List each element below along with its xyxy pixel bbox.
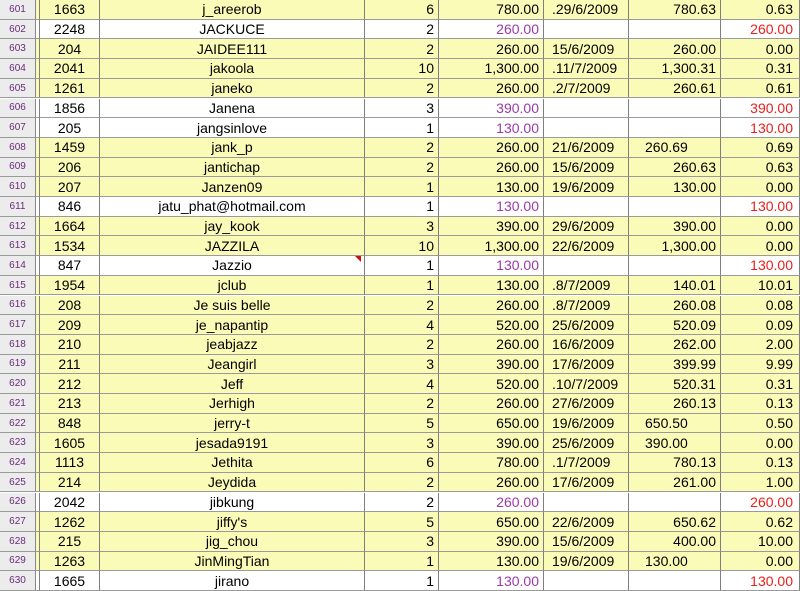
cell-amount[interactable]: 260.00 xyxy=(439,394,544,414)
cell-paid-amount[interactable]: 1,300.00 xyxy=(629,236,721,256)
row-header[interactable]: 614 xyxy=(0,256,36,276)
cell-balance[interactable]: 0.50 xyxy=(721,414,800,434)
row-header[interactable]: 622 xyxy=(0,414,36,434)
cell-id[interactable]: 212 xyxy=(40,374,100,394)
cell-quantity[interactable]: 1 xyxy=(365,276,439,296)
row-header[interactable]: 617 xyxy=(0,315,36,335)
table-row[interactable] xyxy=(0,99,800,119)
cell-balance[interactable]: 0.31 xyxy=(721,59,800,79)
cell-username[interactable]: JinMingTian xyxy=(100,552,365,572)
cell-quantity[interactable]: 4 xyxy=(365,315,439,335)
cell-username[interactable]: jatu_phat@hotmail.com xyxy=(100,197,365,217)
cell-payment-date[interactable]: .2/7/2009 xyxy=(544,79,629,99)
cell-balance[interactable]: 130.00 xyxy=(721,118,800,138)
cell-quantity[interactable]: 2 xyxy=(365,473,439,493)
cell-balance[interactable]: 260.00 xyxy=(721,20,800,40)
cell-balance[interactable]: 0.13 xyxy=(721,453,800,473)
cell-id[interactable]: 214 xyxy=(40,473,100,493)
cell-paid-amount[interactable]: 650.50 xyxy=(629,414,721,434)
cell-paid-amount[interactable]: 260.61 xyxy=(629,79,721,99)
cell-payment-date[interactable]: .8/7/2009 xyxy=(544,296,629,316)
cell-amount[interactable]: 130.00 xyxy=(439,256,544,276)
table-row[interactable] xyxy=(0,197,800,217)
cell-payment-date[interactable]: .29/6/2009 xyxy=(544,0,629,20)
table-row[interactable] xyxy=(0,473,800,493)
cell-paid-amount[interactable]: 260.08 xyxy=(629,296,721,316)
table-row[interactable] xyxy=(0,414,800,434)
cell-balance[interactable]: 0.00 xyxy=(721,236,800,256)
row-header[interactable]: 613 xyxy=(0,236,36,256)
cell-amount[interactable]: 260.00 xyxy=(439,493,544,513)
cell-id[interactable]: 1665 xyxy=(40,571,100,591)
cell-paid-amount[interactable]: 520.31 xyxy=(629,374,721,394)
cell-balance[interactable]: 0.63 xyxy=(721,0,800,20)
cell-username[interactable]: JAIDEE111 xyxy=(100,39,365,59)
cell-payment-date[interactable]: 21/6/2009 xyxy=(544,138,629,158)
cell-payment-date[interactable]: 25/6/2009 xyxy=(544,433,629,453)
cell-username[interactable]: jiffy's xyxy=(100,512,365,532)
cell-paid-amount[interactable]: 140.01 xyxy=(629,276,721,296)
cell-id[interactable]: 2248 xyxy=(40,20,100,40)
cell-payment-date[interactable]: 15/6/2009 xyxy=(544,532,629,552)
cell-balance[interactable]: 1.00 xyxy=(721,473,800,493)
cell-username[interactable]: jig_chou xyxy=(100,532,365,552)
cell-quantity[interactable]: 2 xyxy=(365,394,439,414)
cell-amount[interactable]: 1,300.00 xyxy=(439,59,544,79)
row-header[interactable]: 601 xyxy=(0,0,36,20)
cell-quantity[interactable]: 1 xyxy=(365,197,439,217)
cell-username[interactable]: JACKUCE xyxy=(100,20,365,40)
cell-id[interactable]: 1534 xyxy=(40,236,100,256)
cell-payment-date[interactable]: 17/6/2009 xyxy=(544,473,629,493)
cell-payment-date[interactable]: .8/7/2009 xyxy=(544,276,629,296)
table-row[interactable] xyxy=(0,374,800,394)
cell-paid-amount[interactable]: 260.69 xyxy=(629,138,721,158)
cell-payment-date[interactable] xyxy=(544,493,629,513)
cell-quantity[interactable]: 2 xyxy=(365,138,439,158)
cell-quantity[interactable]: 3 xyxy=(365,355,439,375)
table-row[interactable] xyxy=(0,79,800,99)
cell-id[interactable]: 2041 xyxy=(40,59,100,79)
cell-username[interactable]: jesada9191 xyxy=(100,433,365,453)
row-header[interactable]: 628 xyxy=(0,532,36,552)
cell-id[interactable]: 206 xyxy=(40,158,100,178)
cell-paid-amount[interactable]: 520.09 xyxy=(629,315,721,335)
cell-payment-date[interactable] xyxy=(544,197,629,217)
cell-payment-date[interactable] xyxy=(544,571,629,591)
cell-username[interactable]: Jeydida xyxy=(100,473,365,493)
row-header[interactable]: 629 xyxy=(0,552,36,572)
cell-username[interactable]: Janzen09 xyxy=(100,177,365,197)
cell-balance[interactable]: 0.09 xyxy=(721,315,800,335)
table-row[interactable] xyxy=(0,118,800,138)
cell-username[interactable]: jerry-t xyxy=(100,414,365,434)
table-row[interactable] xyxy=(0,453,800,473)
row-header[interactable]: 609 xyxy=(0,158,36,178)
cell-username[interactable]: JAZZILA xyxy=(100,236,365,256)
cell-amount[interactable]: 260.00 xyxy=(439,296,544,316)
cell-payment-date[interactable]: 19/6/2009 xyxy=(544,177,629,197)
cell-id[interactable]: 210 xyxy=(40,335,100,355)
cell-username[interactable]: Jeff xyxy=(100,374,365,394)
cell-paid-amount[interactable] xyxy=(629,493,721,513)
cell-amount[interactable]: 780.00 xyxy=(439,453,544,473)
cell-quantity[interactable]: 10 xyxy=(365,236,439,256)
table-row[interactable] xyxy=(0,217,800,237)
cell-amount[interactable]: 650.00 xyxy=(439,414,544,434)
cell-balance[interactable]: 0.00 xyxy=(721,217,800,237)
row-header[interactable]: 612 xyxy=(0,217,36,237)
row-header[interactable]: 620 xyxy=(0,374,36,394)
cell-paid-amount[interactable]: 260.00 xyxy=(629,39,721,59)
table-row[interactable] xyxy=(0,256,800,276)
row-header[interactable]: 606 xyxy=(0,99,36,119)
cell-payment-date[interactable]: 19/6/2009 xyxy=(544,414,629,434)
row-header[interactable]: 627 xyxy=(0,512,36,532)
cell-paid-amount[interactable]: 390.00 xyxy=(629,217,721,237)
cell-balance[interactable]: 0.00 xyxy=(721,39,800,59)
cell-payment-date[interactable]: 22/6/2009 xyxy=(544,236,629,256)
cell-balance[interactable]: 0.62 xyxy=(721,512,800,532)
cell-id[interactable]: 1262 xyxy=(40,512,100,532)
row-header[interactable]: 602 xyxy=(0,20,36,40)
cell-balance[interactable]: 260.00 xyxy=(721,493,800,513)
cell-username[interactable]: Janena xyxy=(100,99,365,119)
cell-id[interactable]: 204 xyxy=(40,39,100,59)
cell-id[interactable]: 215 xyxy=(40,532,100,552)
row-header[interactable]: 610 xyxy=(0,177,36,197)
cell-amount[interactable]: 130.00 xyxy=(439,571,544,591)
cell-payment-date[interactable]: 15/6/2009 xyxy=(544,39,629,59)
cell-id[interactable]: 1263 xyxy=(40,552,100,572)
cell-username[interactable]: jakoola xyxy=(100,59,365,79)
cell-quantity[interactable]: 1 xyxy=(365,118,439,138)
row-header[interactable]: 621 xyxy=(0,394,36,414)
table-row[interactable] xyxy=(0,335,800,355)
cell-quantity[interactable]: 1 xyxy=(365,256,439,276)
cell-quantity[interactable]: 2 xyxy=(365,79,439,99)
table-row[interactable] xyxy=(0,355,800,375)
table-row[interactable] xyxy=(0,315,800,335)
row-header[interactable]: 604 xyxy=(0,59,36,79)
cell-amount[interactable]: 390.00 xyxy=(439,433,544,453)
cell-payment-date[interactable]: .11/7/2009 xyxy=(544,59,629,79)
cell-amount[interactable]: 780.00 xyxy=(439,0,544,20)
cell-username[interactable]: jay_kook xyxy=(100,217,365,237)
table-row[interactable] xyxy=(0,512,800,532)
cell-id[interactable]: 846 xyxy=(40,197,100,217)
row-header[interactable]: 608 xyxy=(0,138,36,158)
cell-username[interactable]: jeabjazz xyxy=(100,335,365,355)
cell-payment-date[interactable]: .1/7/2009 xyxy=(544,453,629,473)
cell-quantity[interactable]: 5 xyxy=(365,512,439,532)
cell-balance[interactable]: 390.00 xyxy=(721,99,800,119)
cell-amount[interactable]: 390.00 xyxy=(439,532,544,552)
table-row[interactable] xyxy=(0,552,800,572)
cell-paid-amount[interactable]: 260.63 xyxy=(629,158,721,178)
cell-amount[interactable]: 130.00 xyxy=(439,276,544,296)
cell-quantity[interactable]: 6 xyxy=(365,0,439,20)
cell-quantity[interactable]: 2 xyxy=(365,158,439,178)
cell-amount[interactable]: 390.00 xyxy=(439,355,544,375)
cell-amount[interactable]: 130.00 xyxy=(439,118,544,138)
cell-id[interactable]: 207 xyxy=(40,177,100,197)
cell-username[interactable]: j_areerob xyxy=(100,0,365,20)
cell-payment-date[interactable]: 22/6/2009 xyxy=(544,512,629,532)
cell-id[interactable]: 1954 xyxy=(40,276,100,296)
table-row[interactable] xyxy=(0,20,800,40)
row-header[interactable]: 605 xyxy=(0,79,36,99)
cell-amount[interactable]: 260.00 xyxy=(439,39,544,59)
cell-id[interactable]: 208 xyxy=(40,296,100,316)
cell-paid-amount[interactable] xyxy=(629,571,721,591)
cell-quantity[interactable]: 5 xyxy=(365,414,439,434)
cell-quantity[interactable]: 2 xyxy=(365,296,439,316)
cell-amount[interactable]: 260.00 xyxy=(439,79,544,99)
comment-indicator[interactable] xyxy=(355,256,361,262)
cell-amount[interactable]: 130.00 xyxy=(439,197,544,217)
row-header[interactable]: 630 xyxy=(0,571,36,591)
cell-username[interactable]: jantichap xyxy=(100,158,365,178)
cell-amount[interactable]: 520.00 xyxy=(439,315,544,335)
table-row[interactable] xyxy=(0,177,800,197)
table-row[interactable] xyxy=(0,571,800,591)
cell-payment-date[interactable]: .10/7/2009 xyxy=(544,374,629,394)
cell-amount[interactable]: 260.00 xyxy=(439,473,544,493)
cell-username[interactable]: Je suis belle xyxy=(100,296,365,316)
cell-quantity[interactable]: 2 xyxy=(365,20,439,40)
cell-paid-amount[interactable]: 260.13 xyxy=(629,394,721,414)
cell-paid-amount[interactable]: 390.00 xyxy=(629,433,721,453)
cell-amount[interactable]: 260.00 xyxy=(439,335,544,355)
row-header[interactable]: 615 xyxy=(0,276,36,296)
cell-quantity[interactable]: 10 xyxy=(365,59,439,79)
cell-id[interactable]: 1663 xyxy=(40,0,100,20)
table-row[interactable] xyxy=(0,394,800,414)
cell-balance[interactable]: 0.00 xyxy=(721,552,800,572)
row-header[interactable]: 626 xyxy=(0,493,36,513)
cell-id[interactable]: 1664 xyxy=(40,217,100,237)
table-row[interactable] xyxy=(0,296,800,316)
cell-balance[interactable]: 0.00 xyxy=(721,433,800,453)
cell-balance[interactable]: 0.00 xyxy=(721,177,800,197)
cell-quantity[interactable]: 1 xyxy=(365,177,439,197)
cell-paid-amount[interactable] xyxy=(629,197,721,217)
cell-quantity[interactable]: 1 xyxy=(365,552,439,572)
cell-username[interactable]: jank_p xyxy=(100,138,365,158)
cell-username[interactable]: Jazzio xyxy=(100,256,365,276)
cell-quantity[interactable]: 2 xyxy=(365,493,439,513)
cell-amount[interactable]: 1,300.00 xyxy=(439,236,544,256)
row-header[interactable]: 624 xyxy=(0,453,36,473)
table-row[interactable] xyxy=(0,236,800,256)
cell-paid-amount[interactable]: 400.00 xyxy=(629,532,721,552)
table-row[interactable] xyxy=(0,158,800,178)
table-row[interactable] xyxy=(0,59,800,79)
cell-username[interactable]: janeko xyxy=(100,79,365,99)
table-row[interactable] xyxy=(0,39,800,59)
cell-username[interactable]: Jethita xyxy=(100,453,365,473)
cell-quantity[interactable]: 4 xyxy=(365,374,439,394)
table-row[interactable] xyxy=(0,433,800,453)
cell-username[interactable]: jirano xyxy=(100,571,365,591)
cell-payment-date[interactable]: 25/6/2009 xyxy=(544,315,629,335)
table-row[interactable] xyxy=(0,138,800,158)
cell-username[interactable]: Jeangirl xyxy=(100,355,365,375)
cell-paid-amount[interactable]: 261.00 xyxy=(629,473,721,493)
cell-paid-amount[interactable] xyxy=(629,256,721,276)
cell-quantity[interactable]: 3 xyxy=(365,217,439,237)
cell-id[interactable]: 848 xyxy=(40,414,100,434)
cell-balance[interactable]: 0.08 xyxy=(721,296,800,316)
cell-payment-date[interactable]: 19/6/2009 xyxy=(544,552,629,572)
cell-balance[interactable]: 0.63 xyxy=(721,158,800,178)
cell-username[interactable]: jibkung xyxy=(100,493,365,513)
cell-amount[interactable]: 390.00 xyxy=(439,217,544,237)
cell-balance[interactable]: 2.00 xyxy=(721,335,800,355)
table-row[interactable] xyxy=(0,0,800,20)
cell-paid-amount[interactable]: 130.00 xyxy=(629,177,721,197)
cell-paid-amount[interactable] xyxy=(629,118,721,138)
table-row[interactable] xyxy=(0,493,800,513)
cell-payment-date[interactable]: 16/6/2009 xyxy=(544,335,629,355)
cell-balance[interactable]: 0.13 xyxy=(721,394,800,414)
row-header[interactable]: 603 xyxy=(0,39,36,59)
cell-quantity[interactable]: 2 xyxy=(365,335,439,355)
cell-quantity[interactable]: 1 xyxy=(365,571,439,591)
cell-amount[interactable]: 130.00 xyxy=(439,177,544,197)
cell-id[interactable]: 211 xyxy=(40,355,100,375)
cell-payment-date[interactable] xyxy=(544,20,629,40)
row-header[interactable]: 623 xyxy=(0,433,36,453)
row-header[interactable]: 607 xyxy=(0,118,36,138)
cell-quantity[interactable]: 3 xyxy=(365,532,439,552)
cell-username[interactable]: je_napantip xyxy=(100,315,365,335)
cell-amount[interactable]: 260.00 xyxy=(439,158,544,178)
row-header[interactable]: 611 xyxy=(0,197,36,217)
cell-paid-amount[interactable]: 399.99 xyxy=(629,355,721,375)
row-header[interactable]: 618 xyxy=(0,335,36,355)
row-header[interactable]: 619 xyxy=(0,355,36,375)
cell-balance[interactable]: 0.69 xyxy=(721,138,800,158)
cell-quantity[interactable]: 3 xyxy=(365,99,439,119)
cell-paid-amount[interactable]: 780.63 xyxy=(629,0,721,20)
cell-quantity[interactable]: 6 xyxy=(365,453,439,473)
cell-id[interactable]: 1856 xyxy=(40,99,100,119)
cell-amount[interactable]: 260.00 xyxy=(439,20,544,40)
cell-payment-date[interactable] xyxy=(544,99,629,119)
cell-id[interactable]: 1605 xyxy=(40,433,100,453)
cell-paid-amount[interactable]: 780.13 xyxy=(629,453,721,473)
row-header[interactable]: 616 xyxy=(0,296,36,316)
cell-balance[interactable]: 130.00 xyxy=(721,197,800,217)
table-row[interactable] xyxy=(0,532,800,552)
cell-balance[interactable]: 0.61 xyxy=(721,79,800,99)
cell-balance[interactable]: 130.00 xyxy=(721,256,800,276)
cell-username[interactable]: Jerhigh xyxy=(100,394,365,414)
cell-payment-date[interactable]: 15/6/2009 xyxy=(544,158,629,178)
cell-paid-amount[interactable]: 650.62 xyxy=(629,512,721,532)
cell-quantity[interactable]: 3 xyxy=(365,433,439,453)
cell-payment-date[interactable] xyxy=(544,256,629,276)
cell-id[interactable]: 1261 xyxy=(40,79,100,99)
cell-username[interactable]: jclub xyxy=(100,276,365,296)
cell-id[interactable]: 1459 xyxy=(40,138,100,158)
table-row[interactable] xyxy=(0,276,800,296)
cell-payment-date[interactable]: 17/6/2009 xyxy=(544,355,629,375)
cell-id[interactable]: 205 xyxy=(40,118,100,138)
cell-amount[interactable]: 390.00 xyxy=(439,99,544,119)
cell-payment-date[interactable]: 27/6/2009 xyxy=(544,394,629,414)
cell-id[interactable]: 2042 xyxy=(40,493,100,513)
row-header[interactable]: 625 xyxy=(0,473,36,493)
cell-payment-date[interactable]: 29/6/2009 xyxy=(544,217,629,237)
cell-balance[interactable]: 130.00 xyxy=(721,571,800,591)
cell-paid-amount[interactable]: 130.00 xyxy=(629,552,721,572)
cell-paid-amount[interactable]: 262.00 xyxy=(629,335,721,355)
cell-payment-date[interactable] xyxy=(544,118,629,138)
cell-paid-amount[interactable]: 1,300.31 xyxy=(629,59,721,79)
cell-amount[interactable]: 130.00 xyxy=(439,552,544,572)
cell-balance[interactable]: 10.01 xyxy=(721,276,800,296)
cell-paid-amount[interactable] xyxy=(629,99,721,119)
cell-balance[interactable]: 9.99 xyxy=(721,355,800,375)
cell-id[interactable]: 209 xyxy=(40,315,100,335)
cell-quantity[interactable]: 2 xyxy=(365,39,439,59)
cell-amount[interactable]: 650.00 xyxy=(439,512,544,532)
cell-id[interactable]: 847 xyxy=(40,256,100,276)
cell-balance[interactable]: 0.31 xyxy=(721,374,800,394)
cell-id[interactable]: 213 xyxy=(40,394,100,414)
cell-balance[interactable]: 10.00 xyxy=(721,532,800,552)
cell-id[interactable]: 1113 xyxy=(40,453,100,473)
cell-amount[interactable]: 260.00 xyxy=(439,138,544,158)
cell-username[interactable]: jangsinlove xyxy=(100,118,365,138)
cell-amount[interactable]: 520.00 xyxy=(439,374,544,394)
cell-paid-amount[interactable] xyxy=(629,20,721,40)
